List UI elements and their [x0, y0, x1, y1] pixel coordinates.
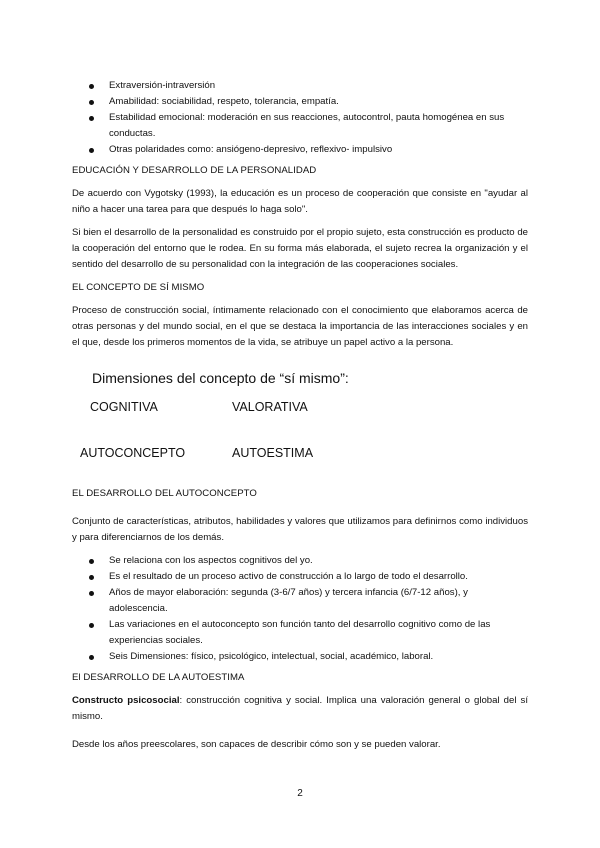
dimension-cognitiva: COGNITIVA: [90, 400, 158, 414]
list-item: Años de mayor elaboración: segunda (3-6/7 años) y tercera infancia (6/7-12 años), y adolescencia.: [72, 585, 528, 617]
section-heading-autoestima: El DESARROLLO DE LA AUTOESTIMA: [72, 672, 245, 683]
list-item: Se relaciona con los aspectos cognitivos del yo.: [72, 553, 528, 569]
paragraph: Desde los años preescolares, son capaces de describir cómo son y se pueden valorar.: [72, 739, 441, 750]
intro-bullet-list: [72, 78, 528, 158]
paragraph: De acuerdo con Vygotsky (1993), la educación es un proceso de cooperación que consiste en "ayudar al niño a hacer una tarea para que después lo haga solo".: [72, 188, 528, 215]
list-item: Otras polaridades como: ansiógeno-depresivo, reflexivo- impulsivo: [72, 142, 528, 158]
list-item: Las variaciones en el autoconcepto son función tanto del desarrollo cognitivo como de las experiencias sociales.: [72, 617, 528, 649]
list-item: Amabilidad: sociabilidad, respeto, tolerancia, empatía.: [72, 94, 528, 110]
list-item: Es el resultado de un proceso activo de construcción a lo largo de todo el desarrollo.: [72, 569, 528, 585]
dimension-valorativa: VALORATIVA: [232, 400, 308, 414]
paragraph: Si bien el desarrollo de la personalidad es construido por el propio sujeto, esta construcción es producto de la cooperación del entorno que le rodea. En su forma más elaborada, el sujeto recrea la organización y el sentido del desarrollo de su personalidad con la integración de las cooperaciones sociales.: [72, 227, 528, 270]
autoconcepto-bullet-list: [72, 553, 528, 665]
document-page: [72, 78, 528, 753]
dimension-autoestima: AUTOESTIMA: [232, 446, 314, 460]
section-heading-educacion: EDUCACIÓN Y DESARROLLO DE LA PERSONALIDAD: [72, 165, 317, 176]
list-item: Extraversión-intraversión: [72, 78, 528, 94]
list-item: Estabilidad emocional: moderación en sus reacciones, autocontrol, pauta homogénea en sus conductas.: [72, 110, 528, 142]
section-heading-autoconcepto: EL DESARROLLO DEL AUTOCONCEPTO: [72, 488, 257, 499]
dimensions-row-top: [72, 399, 528, 421]
list-item: Seis Dimensiones: físico, psicológico, intelectual, social, académico, laboral.: [72, 649, 528, 665]
dimension-autoconcepto: AUTOCONCEPTO: [80, 446, 186, 460]
term-definition: : construcción cognitiva y social. Implica una valoración general o global del sí mismo.: [72, 695, 528, 722]
paragraph: Proceso de construcción social, íntimamente relacionado con el conocimiento que elaboramos acerca de otras personas y del mundo social, en el que se destaca la importancia de las interacciones sociales y en el que, desde los primeros momentos de la vida, se atribuye un papel activo a la persona.: [72, 305, 528, 348]
paragraph: [72, 693, 528, 725]
dimensions-row-bottom: [72, 445, 528, 467]
page-number: 2: [297, 788, 303, 799]
bold-term: Constructo psicosocial: [72, 695, 180, 706]
dimensions-title: Dimensiones del concepto de “sí mismo”:: [92, 370, 349, 386]
dimensions-figure: [72, 368, 528, 467]
section-heading-si-mismo: EL CONCEPTO DE SÍ MISMO: [72, 282, 205, 293]
paragraph: Conjunto de características, atributos, habilidades y valores que utilizamos para definirnos como individuos y para diferenciarnos de los demás.: [72, 516, 528, 543]
